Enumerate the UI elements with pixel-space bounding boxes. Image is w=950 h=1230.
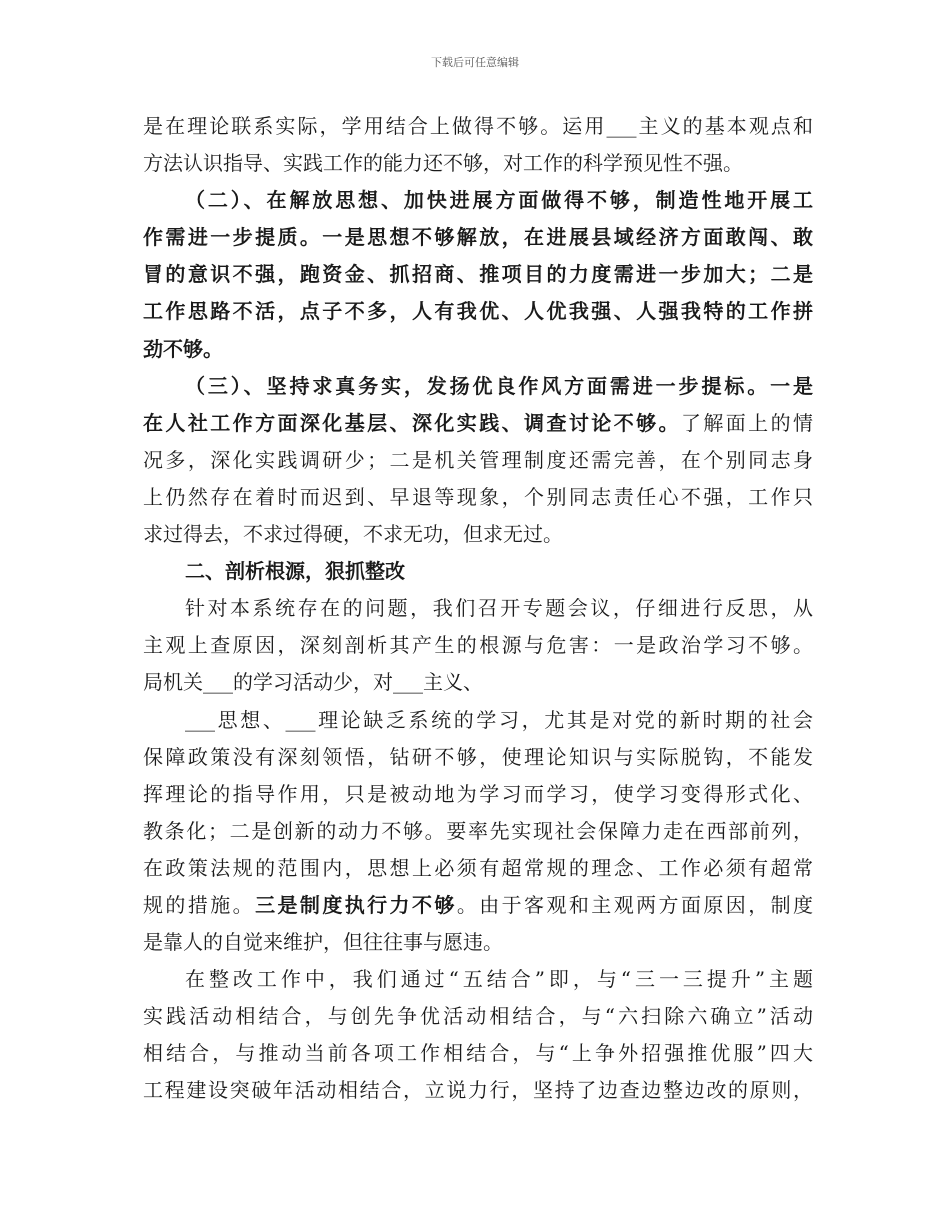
text-line bbox=[143, 590, 813, 627]
text-run: 工程建设突破年活动相结合，立说力行，坚持了边查边整边改的原则， bbox=[143, 1078, 813, 1103]
text-run: 上仍然存在着时而迟到、早退等现象，个别同志责任心不强，工作只 bbox=[143, 484, 813, 509]
text-run: 规的措施。 bbox=[143, 892, 256, 917]
text-line bbox=[143, 664, 813, 701]
text-run: 针对本系统存在的问题，我们召开专题会议，仔细进行反思，从 bbox=[185, 596, 813, 621]
text-run: 方法认识指导、实践工作的能力还不够，对工作的科学预见性不强。 bbox=[143, 151, 743, 176]
page-header: 下载后可任意编辑 bbox=[431, 56, 519, 69]
text-run: 相结合，与推动当前各项工作相结合，与“上争外招强推优服”四大 bbox=[143, 1041, 813, 1066]
text-line bbox=[143, 961, 813, 998]
text-run: 冒的意识不强，跑资金、抓招商、推项目的力度需进一步加大；二是 bbox=[143, 262, 813, 287]
text-run: 三是制度执行力不够 bbox=[255, 892, 457, 917]
text-run: 在政策法规的范围内，思想上必须有超常规的理念、工作必须有超常 bbox=[143, 855, 813, 880]
text-run: 是在理论联系实际，学用结合上做得不够。运用___主义的基本观点和 bbox=[143, 114, 813, 138]
text-run: （三）、坚持求真务实，发扬优良作风方面需进一步提标。一是 bbox=[185, 373, 813, 398]
text-run: 在整改工作中，我们通过“五结合”即，与“三一三提升”主题 bbox=[185, 967, 813, 992]
text-run: 求过得去，不求过得硬，不求无功，但求无过。 bbox=[143, 522, 563, 547]
text-line bbox=[143, 145, 813, 182]
text-line bbox=[143, 442, 813, 479]
text-line bbox=[143, 739, 813, 776]
text-line bbox=[143, 813, 813, 850]
text-run: 了解面上的情 bbox=[680, 410, 814, 435]
text-line bbox=[143, 553, 813, 590]
text-line bbox=[143, 776, 813, 813]
text-run: 劲不够。 bbox=[143, 336, 223, 361]
text-run: 教条化；二是创新的动力不够。要率先实现社会保障力走在西部前列， bbox=[143, 818, 813, 843]
text-line bbox=[143, 331, 813, 368]
text-line bbox=[143, 108, 813, 145]
text-run: 挥理论的指导作用，只是被动地为学习而学习，使学习变得形式化、 bbox=[143, 781, 813, 806]
text-line bbox=[143, 293, 813, 330]
text-run: 作需进一步提质。一是思想不够解放，在进展县域经济方面敢闯、敢 bbox=[143, 225, 813, 250]
text-run: （二）、在解放思想、加快进展方面做得不够，制造性地开展工 bbox=[185, 188, 813, 213]
text-line bbox=[143, 405, 813, 442]
text-line bbox=[143, 182, 813, 219]
text-run: 。由于客观和主观两方面原因，制度 bbox=[456, 892, 814, 917]
text-line bbox=[143, 479, 813, 516]
text-run: 况多，深化实践调研少；二是机关管理制度还需完善，在个别同志身 bbox=[143, 447, 813, 472]
text-line bbox=[143, 998, 813, 1035]
text-line bbox=[143, 219, 813, 256]
text-run: 二、剖析根源，狠抓整改 bbox=[185, 559, 405, 584]
text-run: 局机关___的学习活动少，对___主义、 bbox=[143, 670, 483, 695]
text-line bbox=[143, 850, 813, 887]
text-line bbox=[143, 368, 813, 405]
text-run: 主观上查原因，深刻剖析其产生的根源与危害：一是政治学习不够。 bbox=[143, 633, 813, 658]
text-line bbox=[143, 702, 813, 739]
text-run: 保障政策没有深刻领悟，钻研不够，使理论知识与实际脱钩，不能发 bbox=[143, 744, 813, 769]
text-line bbox=[143, 256, 813, 293]
text-line bbox=[143, 516, 813, 553]
text-run: 在人社工作方面深化基层、深化实践、调查讨论不够。 bbox=[143, 410, 681, 435]
text-line bbox=[143, 1072, 813, 1109]
text-run: 工作思路不活，点子不多，人有我优、人优我强、人强我特的工作拼 bbox=[143, 299, 813, 324]
text-line bbox=[143, 887, 813, 924]
text-line bbox=[143, 627, 813, 664]
text-line bbox=[143, 1035, 813, 1072]
document-body bbox=[143, 108, 813, 1110]
text-run: ___思想、___理论缺乏系统的学习，尤其是对党的新时期的社会 bbox=[185, 707, 813, 732]
text-run: 是靠人的自觉来维护，但往往事与愿违。 bbox=[143, 930, 503, 955]
text-line bbox=[143, 924, 813, 961]
text-run: 实践活动相结合，与创先争优活动相结合，与“六扫除六确立”活动 bbox=[143, 1004, 813, 1029]
